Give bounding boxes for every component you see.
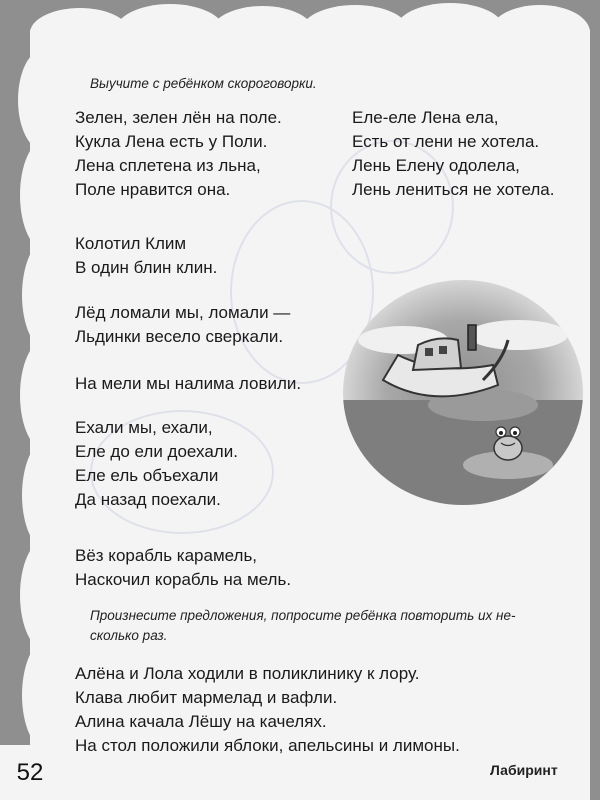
- cloud: [468, 320, 568, 350]
- poem-line: Льдинки весело сверкали.: [75, 327, 284, 346]
- watermark-logo: Лабиринт: [490, 762, 558, 778]
- poem-line: Есть от лени не хотела.: [352, 132, 540, 151]
- frog-pupil: [499, 431, 503, 435]
- sentence: На стол положили яблоки, апельсины и лимоны.: [75, 736, 460, 755]
- poem-line: Лень лениться не хотела.: [352, 180, 555, 199]
- poem-line: Лень Елену одолела,: [352, 156, 520, 175]
- frog-body: [494, 436, 522, 460]
- boat-window: [425, 348, 433, 356]
- poem-line: На мели мы налима ловили.: [75, 374, 302, 393]
- instruction-bottom-line2: сколько раз.: [90, 628, 168, 643]
- boat-and-frog-illustration: [343, 280, 583, 505]
- scallop-edge: [490, 5, 590, 60]
- boat-window: [439, 346, 447, 354]
- scallop-edge: [22, 640, 72, 750]
- boat-frog-drawing: [343, 280, 583, 505]
- sentence: Клава любит мармелад и вафли.: [75, 688, 338, 707]
- sentence: Алёна и Лола ходили в поликлинику к лору.: [75, 664, 420, 683]
- poem-line: Поле нравится она.: [75, 180, 231, 199]
- boat-cabin: [413, 338, 461, 370]
- poem-line: Зелен, зелен лён на поле.: [75, 108, 282, 127]
- poem-line: Лена сплетена из льна,: [75, 156, 261, 175]
- scallop-edge: [20, 140, 70, 250]
- scallop-edge: [20, 540, 70, 650]
- scallop-edge: [395, 3, 505, 58]
- poem-line: Да назад поехали.: [75, 490, 221, 509]
- poem-line: Колотил Клим: [75, 234, 187, 253]
- poem-line: Вёз корабль карамель,: [75, 546, 258, 565]
- page-number: 52: [0, 745, 60, 800]
- poem-line: Еле ель объехали: [75, 466, 219, 485]
- frog-pupil: [513, 431, 517, 435]
- poem-line: Еле до ели доехали.: [75, 442, 238, 461]
- poem-line: Наскочил корабль на мель.: [75, 570, 292, 589]
- poem-line: Кукла Лена есть у Поли.: [75, 132, 268, 151]
- scallop-edge: [18, 50, 68, 150]
- scallop-edge: [22, 240, 72, 350]
- scallop-edge: [22, 440, 72, 550]
- instruction-top: Выучите с ребёнком скороговорки.: [90, 76, 317, 91]
- instruction-bottom-line1: Произнесите предложения, попросите ребёнка повторить их не-: [90, 608, 516, 623]
- sentence: Алина качала Лёшу на качелях.: [75, 712, 327, 731]
- poem-line: Еле-еле Лена ела,: [352, 108, 499, 127]
- poem-line: Ехали мы, ехали,: [75, 418, 213, 437]
- poem-line: Лёд ломали мы, ломали —: [75, 303, 291, 322]
- scallop-edge: [300, 5, 410, 60]
- scallop-edge: [115, 4, 225, 59]
- poem-line: В один блин клин.: [75, 258, 218, 277]
- scallop-edge: [20, 340, 70, 450]
- boat-chimney: [468, 325, 476, 350]
